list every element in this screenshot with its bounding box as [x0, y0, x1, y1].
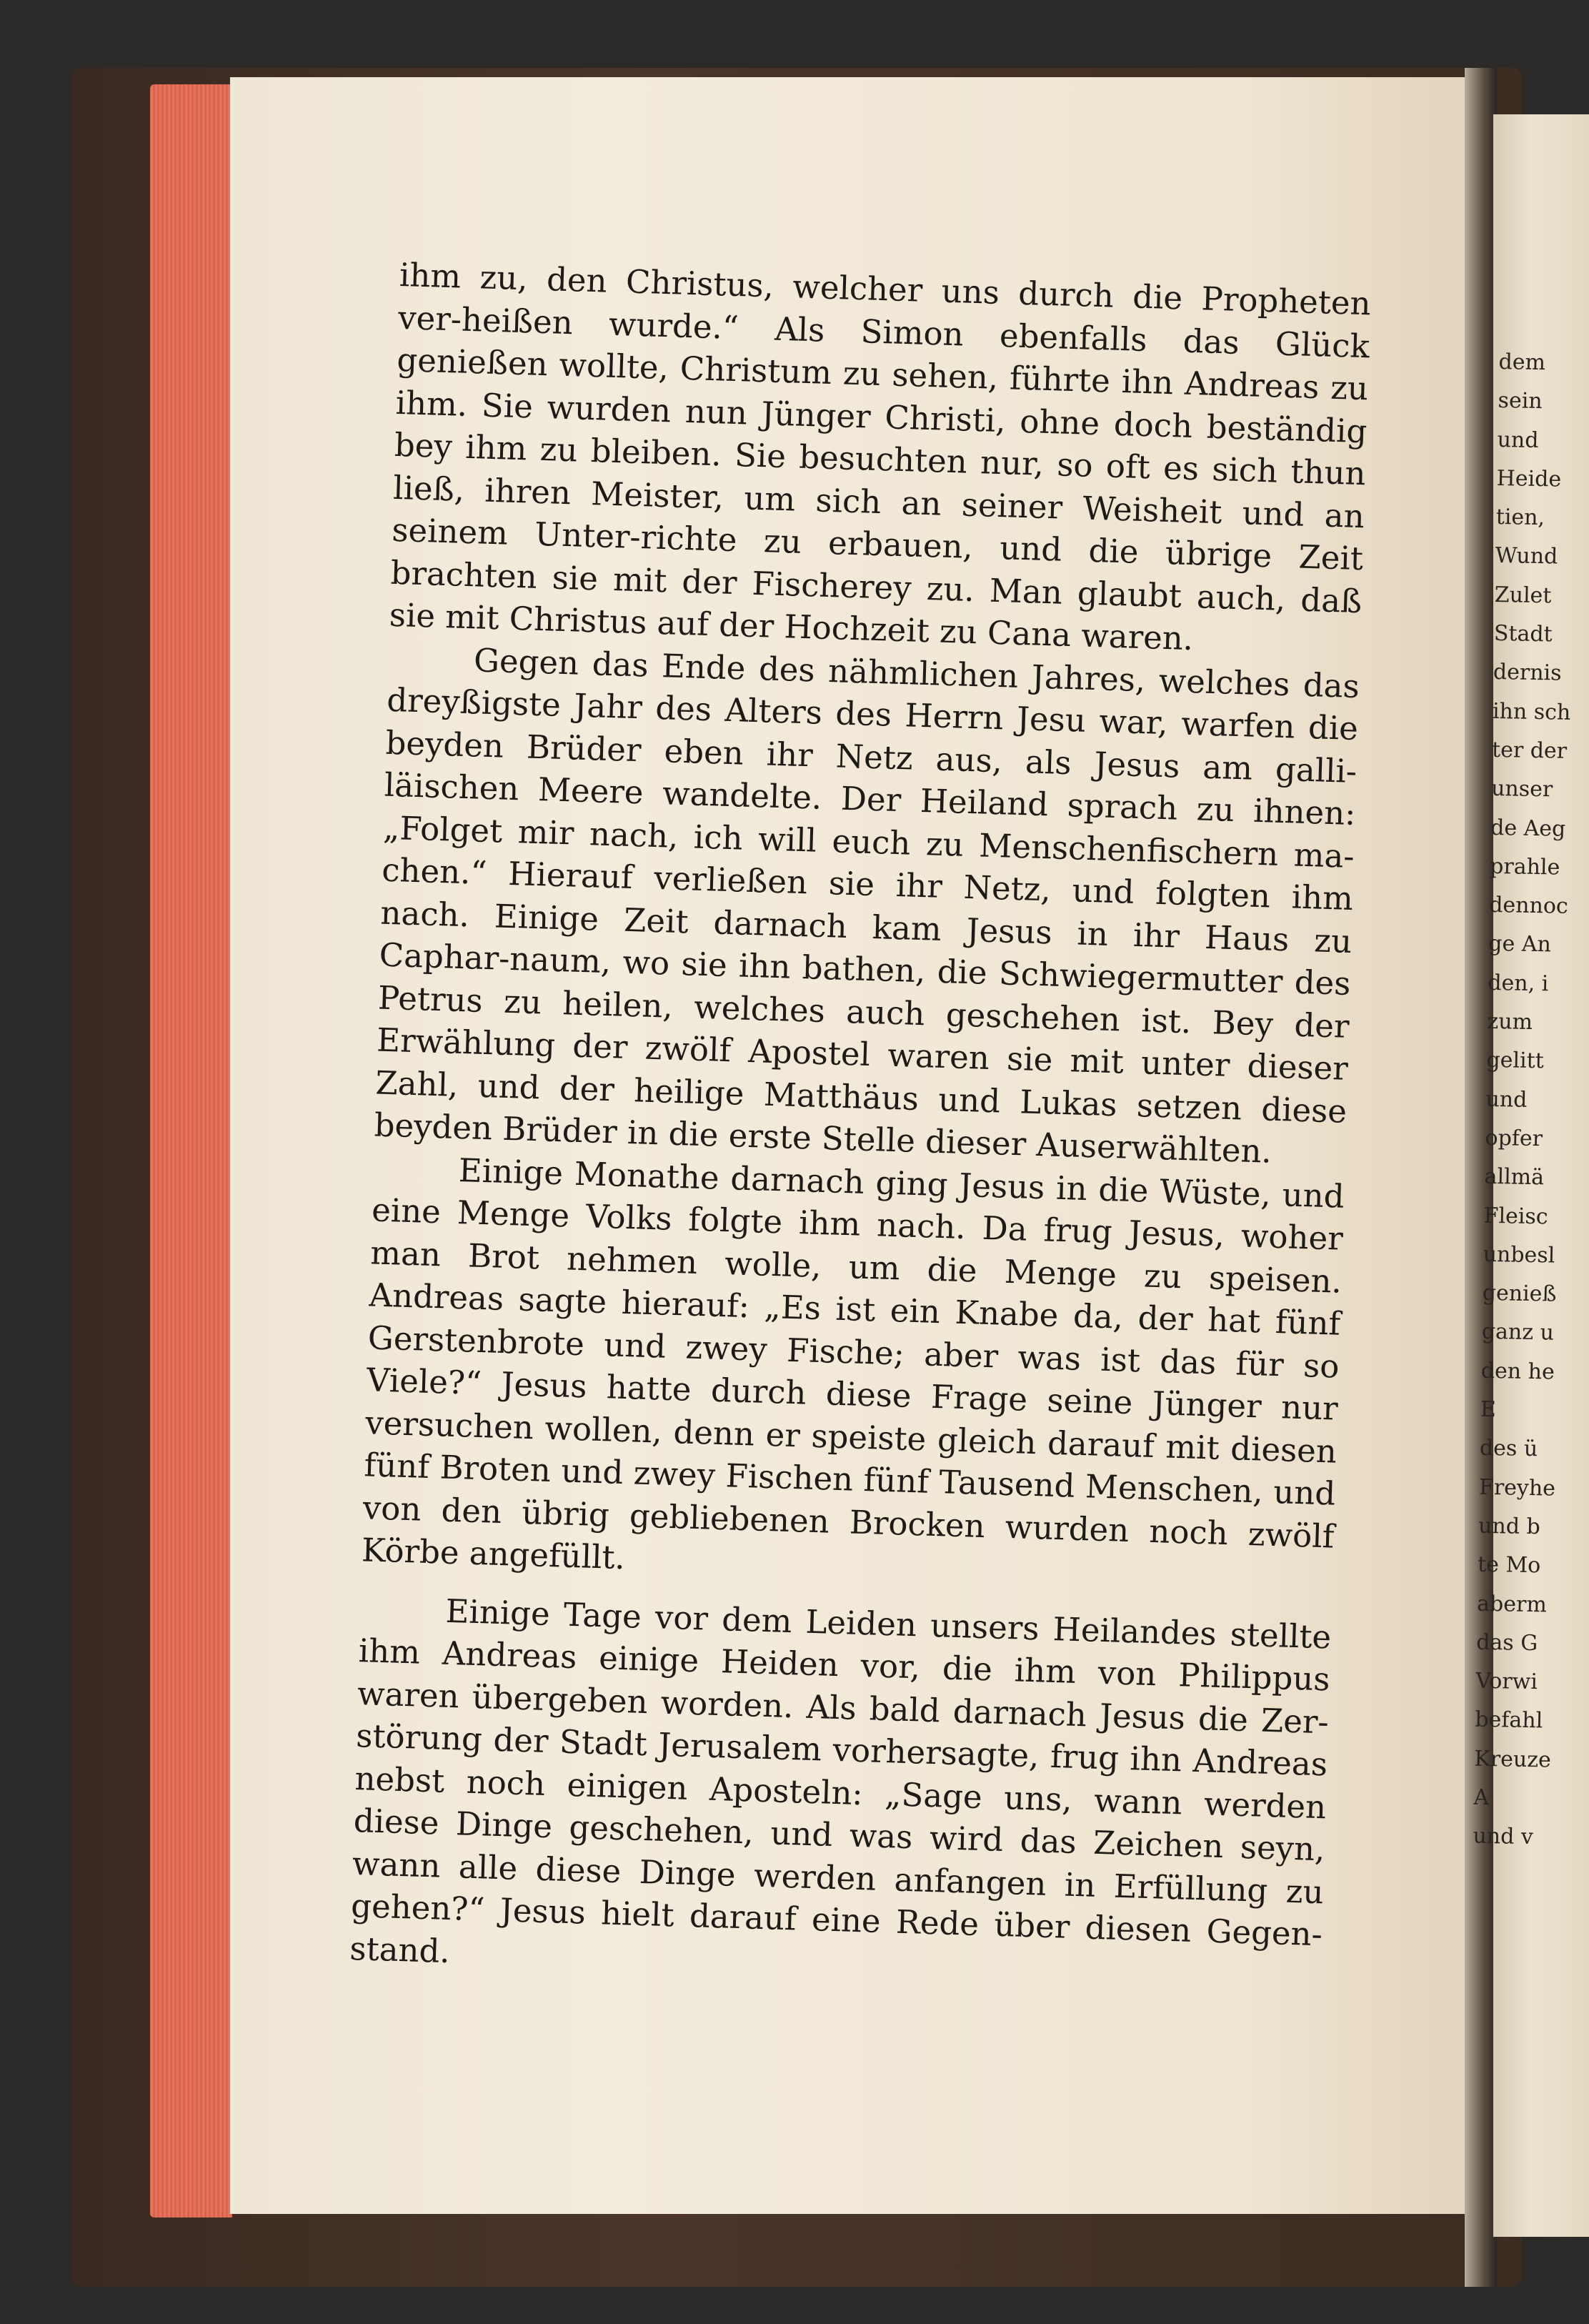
right-page-fragment: A	[1473, 1784, 1490, 1811]
right-page-fragment: zum	[1487, 1008, 1533, 1036]
right-page-fragment: genieß	[1482, 1280, 1557, 1307]
right-page-fragment: Freyhe	[1478, 1474, 1556, 1501]
page-edge-red	[150, 84, 232, 2218]
right-page-fragment: dennoc	[1488, 893, 1569, 919]
right-page-fragment: Kreuze	[1474, 1746, 1552, 1773]
right-page-fragment: allmä	[1484, 1164, 1545, 1191]
page-text	[349, 254, 1372, 1998]
right-page-fragment: Fleisc	[1483, 1203, 1548, 1229]
right-page-fragment: und	[1485, 1086, 1528, 1113]
right-page-fragment: E	[1480, 1396, 1497, 1423]
right-page-fragment: unser	[1490, 776, 1553, 803]
right-page-fragment: befahl	[1475, 1707, 1543, 1734]
right-page-fragment: tien,	[1495, 505, 1545, 531]
paragraph-4: Einige Tage vor dem Leiden unsers Heilandes stellte ihm Andreas einige Heiden vor, die ihm von Philippus waren übergeben worden. Als bald darnach Jesus die Zer-störung der Stadt Jerusalem vorhersagte, frug ihn Andreas nebst noch einigen Aposteln: „Sage uns, wann werden diese Dinge geschehen, und was wird das Zeichen seyn, wann alle diese Dinge werden anfangen in Erfüllung zu gehen?“ Jesus hielt darauf eine Rede über diesen Gegen-stand.	[349, 1591, 1332, 1970]
right-page-fragment: ihn sch	[1492, 698, 1571, 725]
right-page-fragment: dernis	[1493, 660, 1562, 686]
right-page-fragment: unbesl	[1483, 1241, 1555, 1268]
right-page-fragment: gelitt	[1486, 1048, 1545, 1074]
right-page-fragment: sein	[1498, 388, 1543, 414]
right-page-fragment: den, i	[1488, 970, 1549, 997]
right-page-fragment: Wund	[1495, 543, 1558, 570]
paragraph-1: ihm zu, den Christus, welcher uns durch die Propheten ver-heißen wurde.“ Als Simon ebenfalls das Glück genießen wollte, Christum zu sehen, führte ihn Andreas zu ihm. Sie wurden nun Jünger Christi, ohne doch beständig bey ihm zu bleiben. Sie besuchten nur, so oft es sich thun ließ, ihren Meister, um sich an seiner Weisheit und an seinem Unter-richte zu erbauen, und die übrige Zeit brachten sie mit der Fischerey zu. Man glaubt auch, daß sie mit Christus auf der Hochzeit zu Cana waren.	[389, 255, 1372, 658]
right-page-fragment: Heide	[1496, 465, 1562, 492]
right-page-fragment: des ü	[1479, 1436, 1538, 1462]
right-page-fragment: ge An	[1488, 931, 1552, 958]
right-page-fragment: prahle	[1489, 853, 1560, 880]
right-page-fragment: ter der	[1491, 737, 1568, 764]
right-page-fragment: opfer	[1485, 1125, 1543, 1152]
right-page-fragment: und b	[1478, 1513, 1540, 1540]
right-page-fragment: Vorwi	[1475, 1668, 1538, 1695]
right-page-fragment: ganz u	[1481, 1319, 1555, 1346]
right-page-fragment: Zulet	[1494, 582, 1552, 609]
right-page-fragment: das G	[1475, 1629, 1538, 1657]
right-page-fragment: de Aeg	[1490, 815, 1566, 842]
right-page-fragment: und v	[1473, 1823, 1534, 1850]
right-page-fragment: aberm	[1476, 1591, 1548, 1617]
paragraph-2: Gegen das Ende des nähmlichen Jahres, welches das dreyßigste Jahr des Alters des Herrn Jesu war, warfen die beyden Brüder eben ihr Netz aus, als Jesus am galli-läischen Meere wandelte. Der Heiland sprach zu ihnen: „Folget mir nach, ich will euch zu Menschenfischern ma-chen.“ Hierauf verließen sie ihr Netz, und folgten ihm nach. Einige Zeit darnach kam Jesus in ihr Haus zu Caphar-naum, wo sie ihn bathen, die Schwiegermutter des Petrus zu heilen, welches auch geschehen ist. Bey der Erwählung der zwölf Apostel waren sie mit unter dieser Zahl, und der heilige Matthäus und Lukas setzen diese beyden Brüder in die erste Stelle dieser Auserwählten.	[374, 640, 1360, 1171]
right-page-fragment: und	[1497, 427, 1539, 453]
right-page-fragment: den he	[1480, 1358, 1555, 1385]
right-page-fragment: dem	[1498, 349, 1546, 376]
paragraph-3: Einige Monathe darnach ging Jesus in die Wüste, und eine Menge Volks folgte ihm nach. Da frug Jesus, woher man Brot nehmen wolle, um die Menge zu speisen. Andreas sagte hierauf: „Es ist ein Knabe da, der hat fünf Gerstenbrote und zwey Fische; aber was ist das für so Viele?“ Jesus hatte durch diese Frage seine Jünger nur versuchen wollen, denn er speiste gleich darauf mit diesen fünf Broten und zwey Fischen fünf Tausend Menschen, und von den übrig gebliebenen Brocken wurden noch zwölf Körbe angefüllt.	[361, 1151, 1345, 1577]
right-page-fragment: Stadt	[1493, 621, 1553, 647]
right-page-fragment: te Mo	[1477, 1551, 1541, 1579]
